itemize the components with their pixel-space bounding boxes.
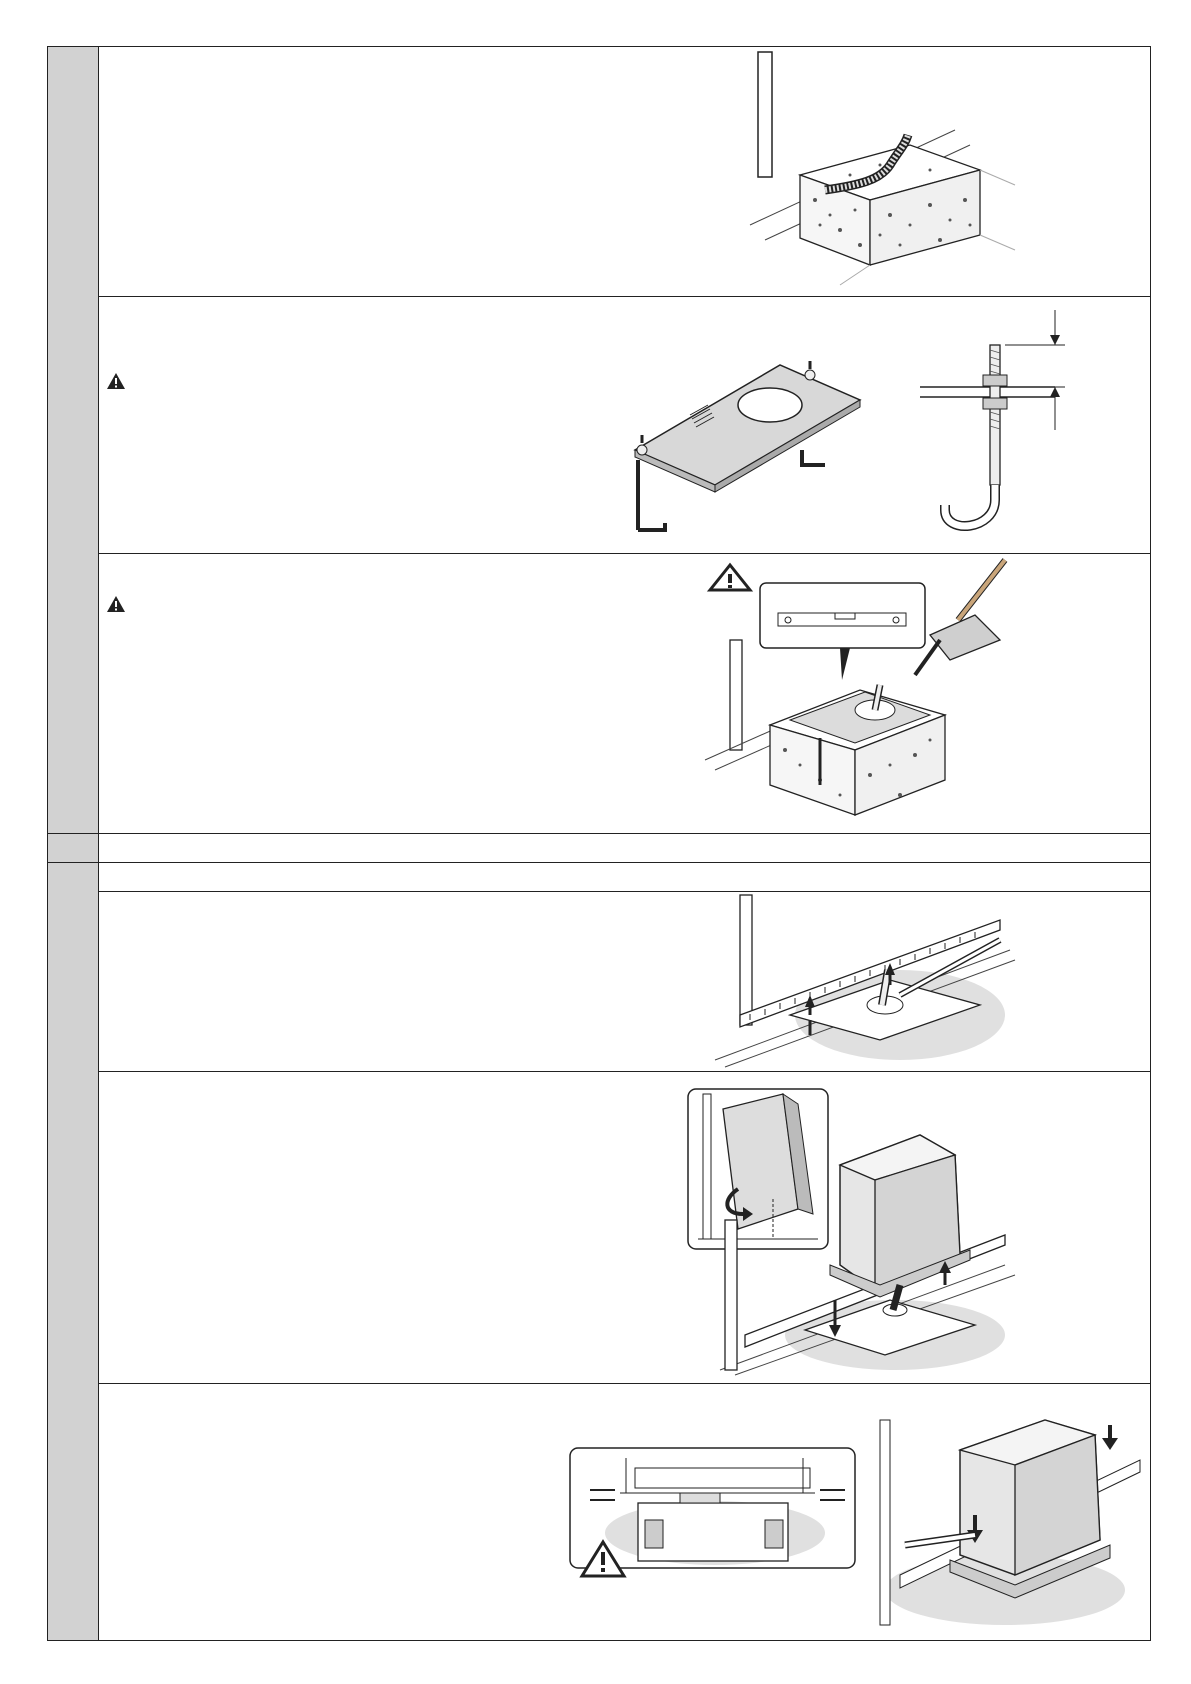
foundation-illustration: [730, 50, 1030, 290]
divider-4: [47, 862, 1151, 863]
divider-3: [47, 833, 1151, 834]
divider-7: [99, 1383, 1151, 1384]
leveling-illustration: [700, 565, 1020, 830]
motor-mounting-illustration: [715, 1125, 1020, 1375]
anchor-plate-illustration: [630, 355, 870, 535]
motor-fixing-illustration: [865, 1390, 1145, 1635]
warning-icon-2: [107, 596, 125, 612]
divider-1: [99, 296, 1151, 297]
j-bolt-illustration: [915, 305, 1075, 535]
divider-2: [99, 553, 1151, 554]
rack-plate-illustration: [710, 895, 1020, 1070]
warning-triangle-icon: [580, 1540, 626, 1578]
warning-icon: [107, 373, 125, 389]
